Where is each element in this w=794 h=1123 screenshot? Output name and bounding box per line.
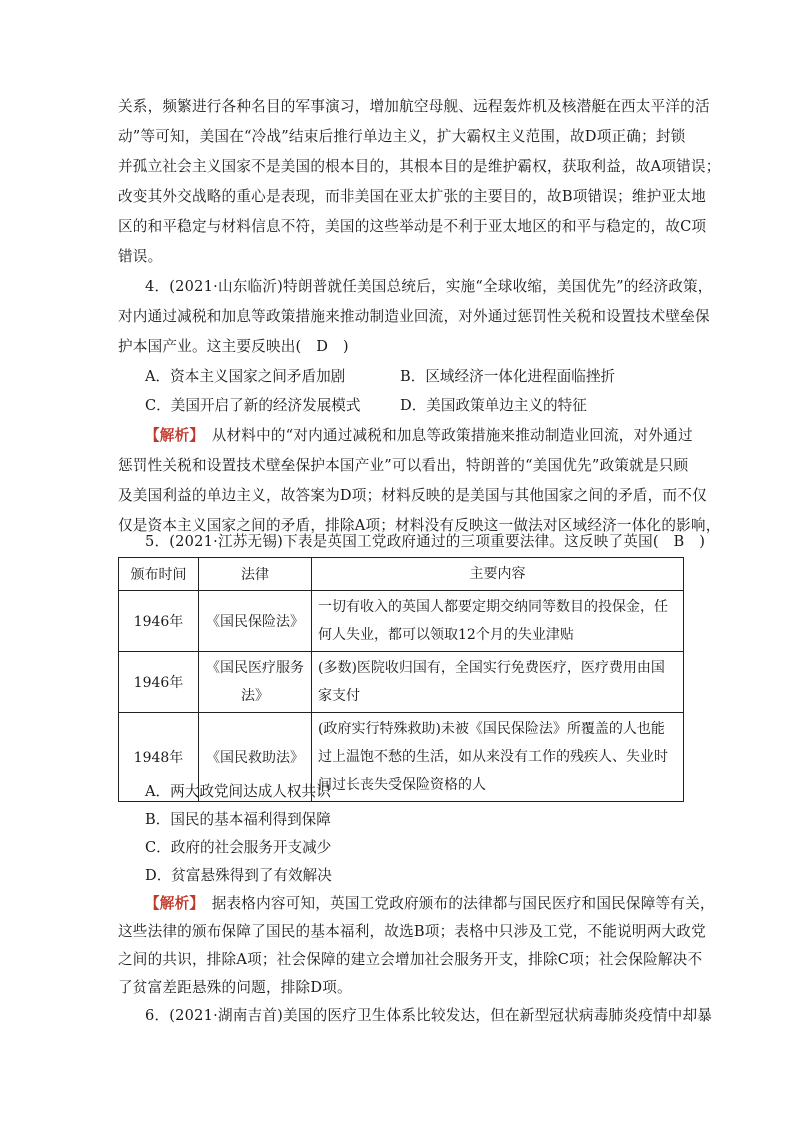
explanation-label: 【解析】 xyxy=(145,895,197,912)
table-header: 法律 xyxy=(199,558,312,591)
explanation-label: 【解析】 xyxy=(145,427,197,444)
explanation-line: 仅是资本主义国家之间的矛盾，排除A项；材料没有反映这一做法对区域经济一体化的影响， xyxy=(118,517,721,534)
table-header-row xyxy=(119,558,684,591)
question-5-stem: 5．(2021·江苏无锡)下表是英国工党政府通过的三项重要法律。这反映了英国( B ) xyxy=(145,533,706,550)
explanation-text: 据表格内容可知，英国工党政府颁布的法律都与国民医疗和国民保障等有关， xyxy=(211,895,715,912)
option-d: D．贫富悬殊得到了有效解决 xyxy=(145,867,332,884)
explanation-line xyxy=(145,893,715,915)
option-d: D．美国政策单边主义的特征 xyxy=(400,397,587,414)
table-cell-law: 《国民医疗服务法》 xyxy=(199,652,312,713)
table-cell-law: 《国民救助法》 xyxy=(199,713,312,802)
text-line: 改变其外交战略的重心是表现，而非美国在亚太扩张的主要目的，故B项错误；维护亚太地 xyxy=(118,188,706,205)
explanation-line: 之间的共识，排除A项；社会保障的建立会增加社会服务开支，排除C项；社会保险解决不 xyxy=(118,951,703,968)
table-cell-year: 1946年 xyxy=(119,652,199,713)
option-b: B．国民的基本福利得到保障 xyxy=(145,811,331,828)
option-c: C．政府的社会服务开支减少 xyxy=(145,839,332,856)
table-cell-content: (多数)医院收归国有，全国实行免费医疗，医疗费用由国家支付 xyxy=(312,652,684,713)
explanation-line: 及美国利益的单边主义，故答案为D项；材料反映的是美国与其他国家之间的矛盾，而不仅 xyxy=(118,487,707,504)
question-4-stem: 对内通过减税和加息等政策措施来推动制造业回流，对外通过惩罚性关税和设置技术壁垒保 xyxy=(118,308,710,325)
text-line: 并孤立社会主义国家不是美国的根本目的，其根本目的是维护霸权，获取利益，故A项错误； xyxy=(118,158,721,175)
explanation-line: 了贫富差距悬殊的问题，排除D项。 xyxy=(118,979,352,996)
table-cell-year: 1946年 xyxy=(119,591,199,652)
question-4-stem: 护本国产业。这主要反映出( D ) xyxy=(118,338,349,355)
option-a: A．两大政党间达成人权共识 xyxy=(145,783,331,800)
option-c: C．美国开启了新的经济发展模式 xyxy=(145,397,361,414)
table-cell-law: 《国民保险法》 xyxy=(199,591,312,652)
table-row xyxy=(119,591,684,652)
text-line: 错误。 xyxy=(118,248,163,265)
text-line: 动”等可知，美国在“冷战”结束后推行单边主义，扩大霸权主义范围，故D项正确；封锁 xyxy=(118,128,686,145)
text-line: 关系，频繁进行各种名目的军事演习，增加航空母舰、远程轰炸机及核潜艇在西太平洋的活 xyxy=(118,98,710,115)
laws-table xyxy=(118,557,684,802)
text-line: 区的和平稳定与材料信息不符，美国的这些举动是不利于亚太地区的和平与稳定的，故C项 xyxy=(118,218,707,235)
table-cell-content: (政府实行特殊救助)未被《国民保险法》所覆盖的人也能过上温饱不愁的生活，如从来没有工作的残疾人、失业时间过长丧失受保险资格的人 xyxy=(312,713,684,802)
explanation-line: 惩罚性关税和设置技术壁垒保护本国产业”可以看出，特朗普的“美国优先”政策就是只顾 xyxy=(118,457,689,474)
table-row xyxy=(119,652,684,713)
question-4-stem: 4．(2021·山东临沂)特朗普就任美国总统后，实施“全球收缩，美国优先”的经济政策， xyxy=(145,278,713,295)
option-a: A．资本主义国家之间矛盾加剧 xyxy=(145,368,346,385)
explanation-text: 从材料中的“对内通过减税和加息等政策措施来推动制造业回流，对外通过 xyxy=(211,427,693,444)
table-header: 主要内容 xyxy=(312,558,684,591)
explanation-line: 这些法律的颁布保障了国民的基本福利，故选B项；表格中只涉及工党，不能说明两大政党 xyxy=(118,923,706,940)
explanation-line xyxy=(145,425,693,447)
option-b: B．区域经济一体化进程面临挫折 xyxy=(400,368,616,385)
table-cell-year: 1948年 xyxy=(119,713,199,802)
table-cell-content: 一切有收入的英国人都要定期交纳同等数目的投保金，任何人失业，都可以领取12个月的失业津贴 xyxy=(312,591,684,652)
table-header: 颁布时间 xyxy=(119,558,199,591)
question-6-stem: 6．(2021·湖南吉首)美国的医疗卫生体系比较发达，但在新型冠状病毒肺炎疫情中却暴 xyxy=(145,1007,713,1024)
